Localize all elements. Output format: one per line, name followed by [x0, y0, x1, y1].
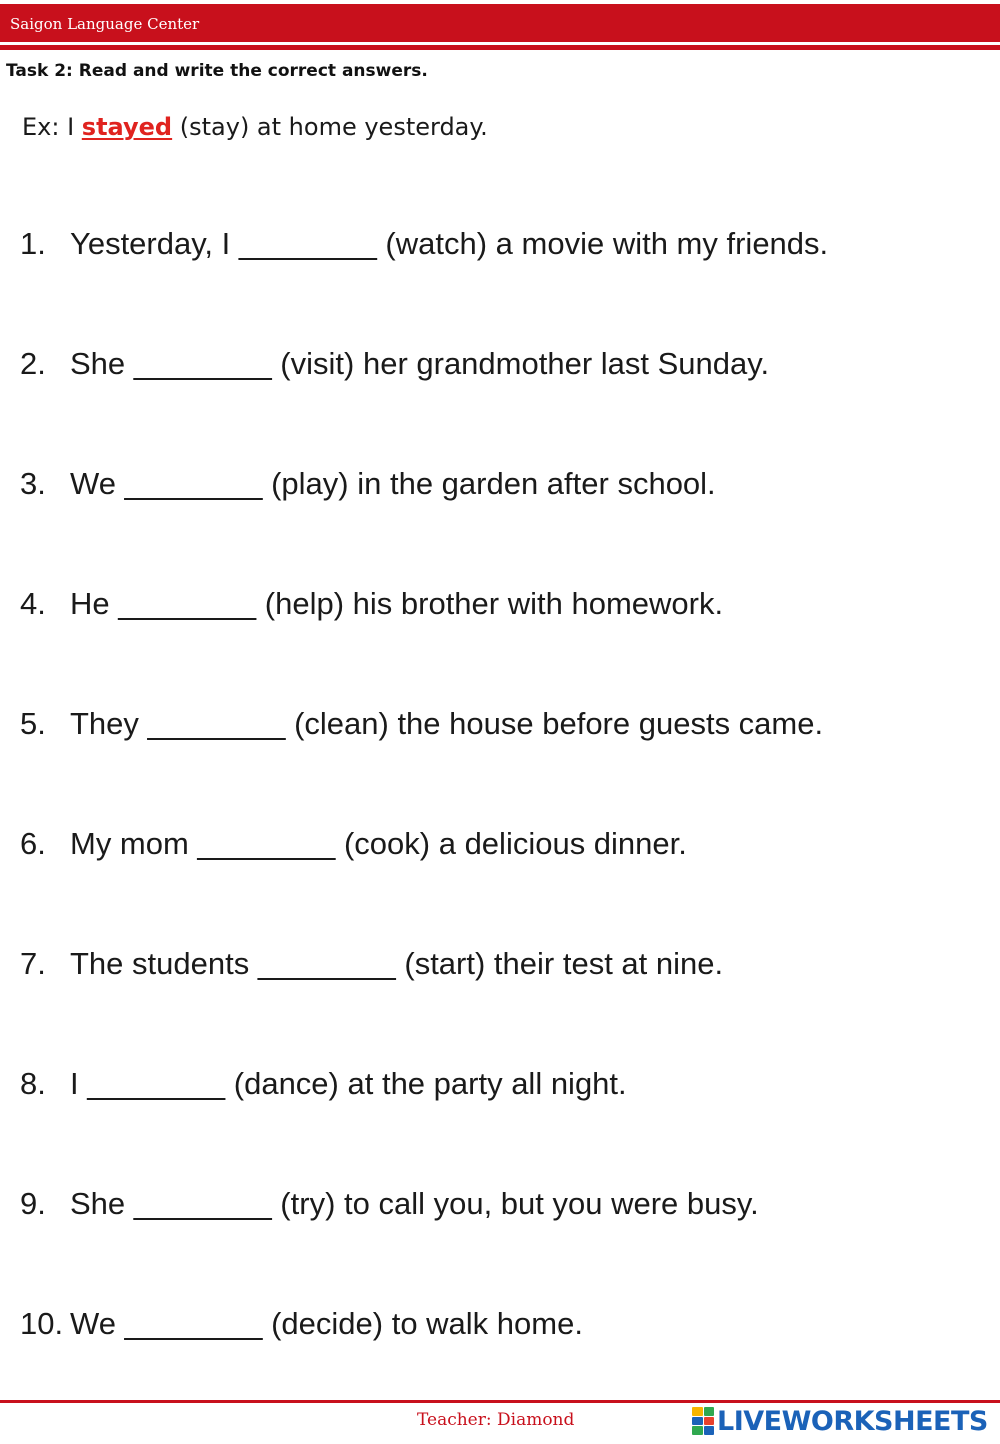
- question-text[interactable]: We ________ (decide) to walk home.: [70, 1306, 583, 1341]
- question-number: 6.: [20, 826, 46, 861]
- example-prefix: Ex: I: [22, 113, 82, 141]
- question-text[interactable]: My mom ________ (cook) a delicious dinner.: [70, 826, 687, 861]
- footer-divider: [0, 1400, 1000, 1403]
- question-number: 8.: [20, 1066, 46, 1101]
- question-item: [20, 824, 990, 864]
- example-suffix: (stay) at home yesterday.: [172, 113, 488, 141]
- center-name: Saigon Language Center: [10, 15, 200, 33]
- question-number: 2.: [20, 346, 46, 381]
- question-text[interactable]: The students ________ (start) their test at nine.: [70, 946, 724, 981]
- question-text[interactable]: They ________ (clean) the house before guests came.: [70, 706, 824, 741]
- question-number: 9.: [20, 1186, 46, 1221]
- question-number: 3.: [20, 466, 46, 501]
- question-text[interactable]: He ________ (help) his brother with homework.: [70, 586, 724, 621]
- question-item: [20, 704, 990, 744]
- question-number: 5.: [20, 706, 46, 741]
- question-item: [20, 1304, 990, 1344]
- example-answer: stayed: [81, 113, 173, 141]
- question-text[interactable]: She ________ (visit) her grandmother last Sunday.: [70, 346, 770, 381]
- question-item: [20, 1064, 990, 1104]
- liveworksheets-brand[interactable]: [692, 1404, 988, 1438]
- teacher-name: Teacher: Diamond: [417, 1410, 575, 1430]
- question-item: [20, 224, 990, 264]
- question-text[interactable]: We ________ (play) in the garden after school.: [70, 466, 716, 501]
- question-number: 1.: [20, 226, 46, 261]
- question-number: 7.: [20, 946, 46, 981]
- question-number: 10.: [20, 1306, 64, 1341]
- question-item: [20, 1184, 990, 1224]
- question-text[interactable]: I ________ (dance) at the party all night.: [70, 1066, 627, 1101]
- question-item: [20, 464, 990, 504]
- liveworksheets-logo-icon: [692, 1407, 714, 1435]
- question-item: [20, 944, 990, 984]
- task-title: Task 2: Read and write the correct answers.: [6, 61, 428, 81]
- liveworksheets-wordmark: LIVEWORKSHEETS: [717, 1405, 988, 1437]
- question-number: 4.: [20, 586, 46, 621]
- question-item: [20, 344, 990, 384]
- question-text[interactable]: Yesterday, I ________ (watch) a movie with my friends.: [70, 226, 829, 261]
- question-item: [20, 584, 990, 624]
- question-text[interactable]: She ________ (try) to call you, but you were busy.: [70, 1186, 759, 1221]
